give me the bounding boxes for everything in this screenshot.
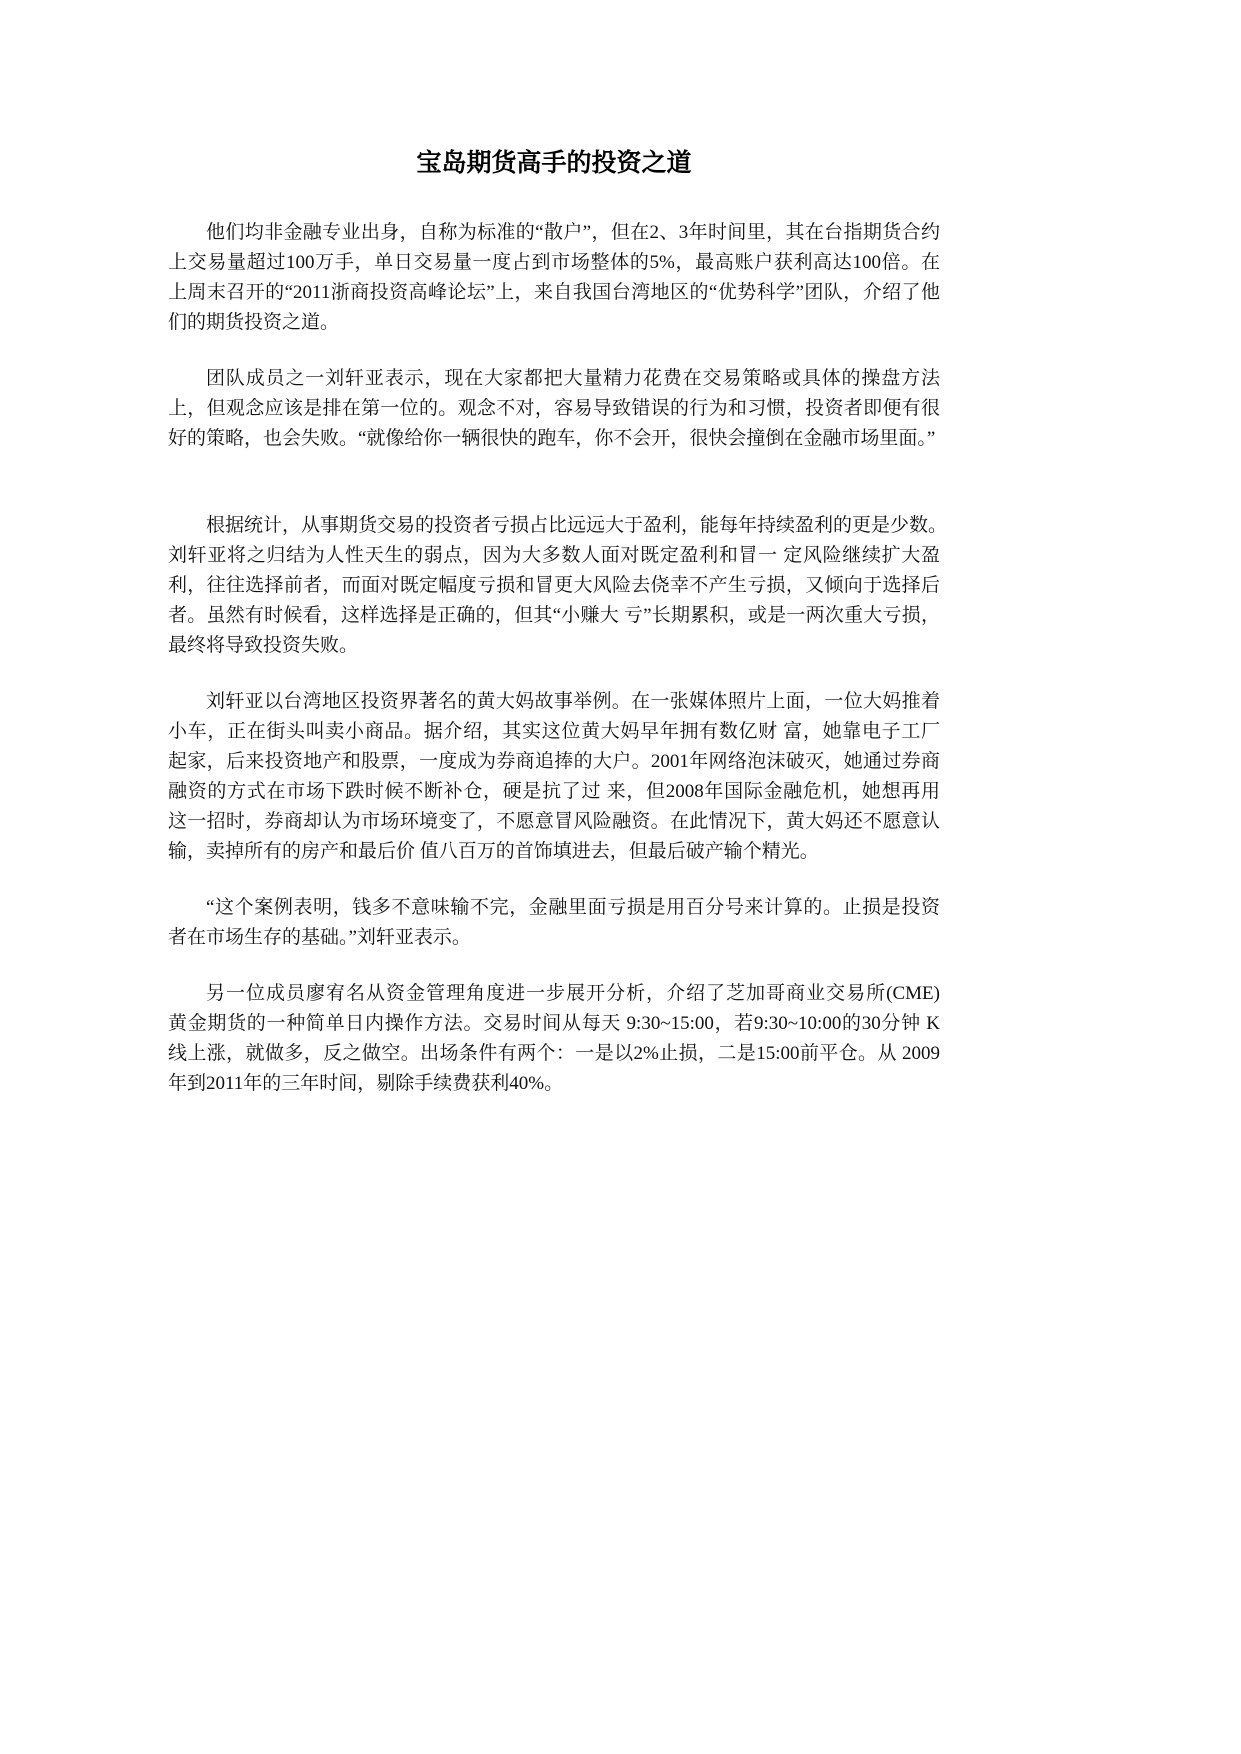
paragraph-4 — [168, 687, 940, 867]
paragraph-line: 这一招时，券商却认为市场环境变了，不愿意冒风险融资。在此情况下，黄大妈还不愿意认 — [168, 811, 940, 832]
paragraph-line: “这个案例表明，钱多不意味输不完，金融里面亏损是用百分号来计算的。止损是投资 — [206, 897, 940, 918]
paragraph-line: 团队成员之一刘轩亚表示，现在大家都把大量精力花费在交易策略或具体的操盘方法 — [206, 368, 940, 389]
paragraph-line: 上周末召开的“2011浙商投资高峰论坛”上，来自我国台湾地区的“优势科学”团队，介绍了他 — [168, 282, 940, 303]
paragraph-line: 小车，正在街头叫卖小商品。据介绍，其实这位黄大妈早年拥有数亿财 富，她靠电子工厂 — [168, 721, 940, 742]
document-title: 宝岛期货高手的投资之道 — [416, 148, 692, 177]
document-body — [168, 145, 948, 1125]
paragraph-line: 上，但观念应该是排在第一位的。观念不对，容易导致错误的行为和习惯，投资者即便有很 — [168, 398, 940, 419]
paragraph-line: 刘轩亚以台湾地区投资界著名的黄大妈故事举例。在一张媒体照片上面，一位大妈推着 — [206, 691, 940, 712]
paragraph-line: 线上涨，就做多，反之做空。出场条件有两个：一是以2%止损，二是15:00前平仓。从 2009 — [168, 1043, 940, 1064]
paragraph-line: 者在市场生存的基础。”刘轩亚表示。 — [168, 927, 471, 948]
paragraph-line: 最终将导致投资失败。 — [168, 635, 359, 656]
paragraph-line: 们的期货投资之道。 — [168, 312, 340, 333]
paragraph-line: 起家，后来投资地产和股票，一度成为券商追捧的大户。2001年网络泡沫破灭，她通过券商 — [168, 751, 940, 772]
paragraph-line: 年到2011年的三年时间，剔除手续费获利40%。 — [168, 1073, 564, 1094]
paragraph-line: 利，往往选择前者，而面对既定幅度亏损和冒更大风险去侥幸不产生亏损，又倾向于选择后 — [168, 575, 940, 596]
paragraph-line: 融资的方式在市场下跌时候不断补仓，硬是抗了过 来，但2008年国际金融危机，她想再用 — [168, 781, 940, 802]
paragraph-line: 黄金期货的一种简单日内操作方法。交易时间从每天 9:30~15:00，若9:30~10:00的30分钟 K — [168, 1013, 940, 1034]
paragraph-line: 好的策略，也会失败。“就像给你一辆很快的跑车，你不会开，很快会撞倒在金融市场里面。” — [168, 428, 936, 449]
paragraph-2 — [168, 364, 940, 454]
paragraph-6 — [168, 979, 940, 1099]
paragraph-5 — [168, 893, 940, 953]
paragraph-line: 上交易量超过100万手，单日交易量一度占到市场整体的5%，最高账户获利高达100倍。在 — [168, 252, 940, 273]
paragraph-line: 另一位成员廖宥名从资金管理角度进一步展开分析，介绍了芝加哥商业交易所(CME) — [206, 983, 940, 1004]
paragraph-line: 输，卖掉所有的房产和最后价 值八百万的首饰填进去，但最后破产输个精光。 — [168, 841, 819, 862]
paragraph-line: 他们均非金融专业出身，自称为标准的“散户”，但在2、3年时间里，其在台指期货合约 — [206, 222, 940, 243]
paragraph-line: 者。虽然有时候看，这样选择是正确的，但其“小赚大 亏”长期累积，或是一两次重大亏损， — [168, 605, 940, 626]
paragraph-1 — [168, 218, 940, 338]
paragraph-3 — [168, 511, 948, 661]
paragraph-line: 根据统计，从事期货交易的投资者亏损占比远远大于盈利，能每年持续盈利的更是少数。 — [206, 515, 948, 536]
paragraph-line: 刘轩亚将之归结为人性天生的弱点，因为大多数人面对既定盈利和冒一 定风险继续扩大盈 — [168, 545, 940, 566]
